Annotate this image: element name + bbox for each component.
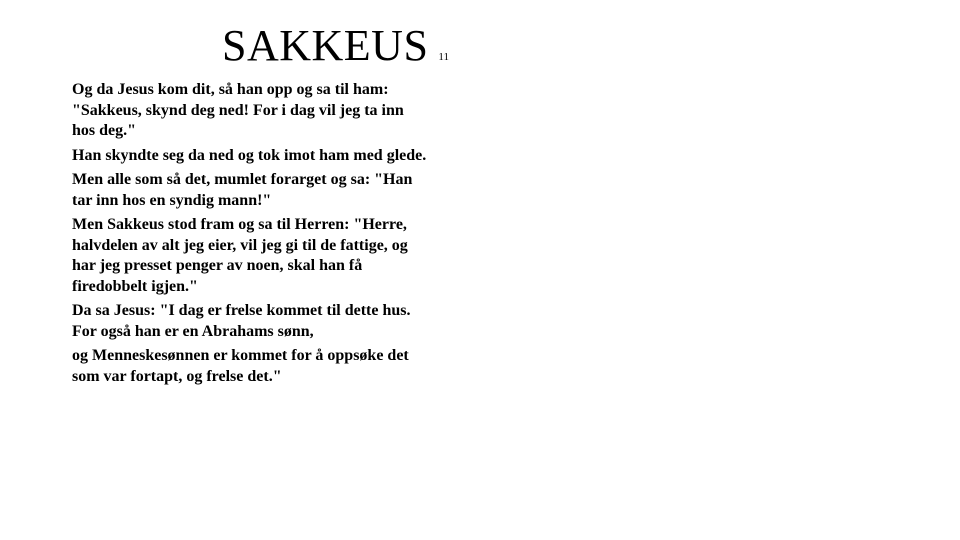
text-line: "Sakkeus, skynd deg ned! For i dag vil jeg ta inn bbox=[72, 101, 404, 119]
text-line: Da sa Jesus: "I dag er frelse kommet til dette hus. bbox=[72, 302, 411, 319]
text-line: og Menneskesønnen er kommet for å oppsøke det bbox=[72, 347, 409, 364]
paragraph-1 bbox=[72, 80, 492, 142]
text-line: tar inn hos en syndig mann!" bbox=[72, 191, 272, 209]
title-area bbox=[222, 18, 449, 74]
paragraph-6 bbox=[72, 346, 492, 387]
slide-title: SAKKEUS bbox=[222, 21, 429, 70]
text-line: Og da Jesus kom dit, så han opp og sa til ham: bbox=[72, 81, 389, 98]
paragraph-5 bbox=[72, 301, 492, 342]
scripture-text bbox=[72, 80, 492, 391]
text-line: Han skyndte seg da ned og tok imot ham med glede. bbox=[72, 146, 427, 164]
title-footnote-mark: 11 bbox=[438, 51, 450, 63]
text-line: firedobbelt igjen." bbox=[72, 277, 198, 295]
text-line: hos deg." bbox=[72, 122, 137, 139]
text-line: Men alle som så det, mumlet forarget og sa: "Han bbox=[72, 171, 413, 188]
text-line: som var fortapt, og frelse det." bbox=[72, 367, 282, 385]
text-line: Men Sakkeus stod fram og sa til Herren: "Herre, bbox=[72, 216, 407, 233]
text-line: For også han er en Abrahams sønn, bbox=[72, 322, 314, 340]
paragraph-4 bbox=[72, 215, 492, 297]
paragraph-2 bbox=[72, 146, 492, 167]
paragraph-3 bbox=[72, 170, 492, 211]
text-line: halvdelen av alt jeg eier, vil jeg gi til de fattige, og bbox=[72, 236, 408, 254]
text-line: har jeg presset penger av noen, skal han få bbox=[72, 257, 363, 274]
